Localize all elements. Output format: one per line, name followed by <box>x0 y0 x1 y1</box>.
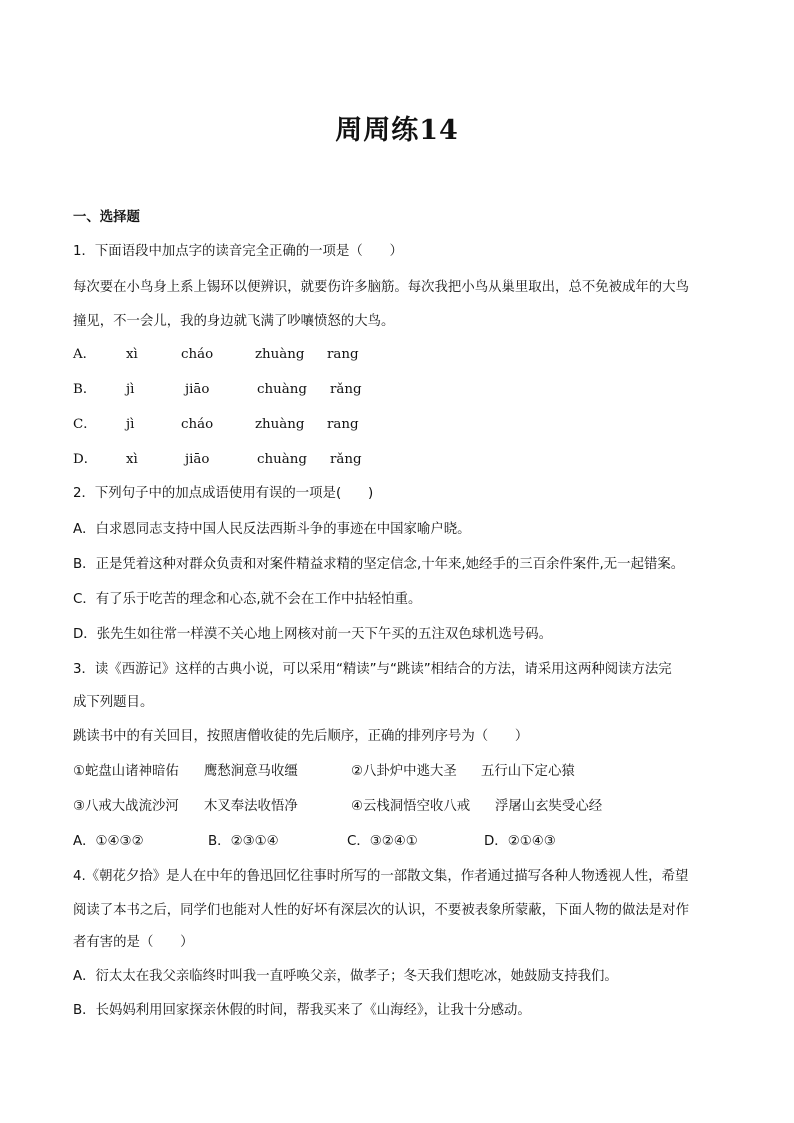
question-1-option-a <box>73 345 359 365</box>
option-pinyin: jì <box>126 382 135 397</box>
option-pinyin: cháo <box>181 417 214 432</box>
chapter-title: 鹰愁涧意马收缰 <box>204 764 298 779</box>
question-1-passage-line-2: 撞见，不一会儿，我的身边就飞满了吵嚷愤怒的大鸟。 <box>73 314 395 329</box>
question-4-stem-line-2: 阅读了本书之后，同学们也能对人性的好坏有深层次的认识，不要被表象所蒙蔽，下面人物的做法是对作 <box>73 903 689 918</box>
question-2-option-b: B．正是凭着这种对群众负责和对案件精益求精的坚定信念,十年来,她经手的三百余件案件,无一起错案。 <box>73 557 685 572</box>
page-title: 周周练14 <box>335 115 459 146</box>
question-1-option-d <box>73 450 362 470</box>
option-pinyin: jiāo <box>185 452 210 467</box>
question-3-chapter-row-2 <box>73 797 602 817</box>
option-label: B． <box>73 382 97 397</box>
option-pinyin: cháo <box>181 347 214 362</box>
question-2-stem: 2．下列句子中的加点成语使用有误的一项是( ) <box>73 486 374 501</box>
option-a: A．①④③② <box>73 834 144 849</box>
question-3-stem-line-2: 成下列题目。 <box>73 695 154 710</box>
question-2-option-a: A．白求恩同志支持中国人民反法西斯斗争的事迹在中国家喻户晓。 <box>73 522 471 537</box>
question-3-stem-line-1: 3．读《西游记》这样的古典小说，可以采用“精读”与“跳读”相结合的方法，请采用这两种阅读方法完 <box>73 662 672 677</box>
question-3-chapter-row-1 <box>73 762 575 782</box>
question-1-stem: 1．下面语段中加点字的读音完全正确的一项是（ ） <box>73 244 403 259</box>
option-pinyin: rang <box>327 347 359 362</box>
option-label: C． <box>73 417 97 432</box>
option-pinyin: rǎng <box>330 452 362 467</box>
question-4-stem-line-3: 者有害的是（ ） <box>73 935 194 950</box>
chapter-title: ①蛇盘山诸神暗佑 <box>73 764 179 779</box>
option-pinyin: jiāo <box>185 382 210 397</box>
question-1-passage-line-1: 每次要在小鸟身上系上锡环以便辨识，就要伤许多脑筋。每次我把小鸟从巢里取出，总不免被成年的大鸟 <box>73 280 689 295</box>
option-b: B．②③①④ <box>208 834 279 849</box>
option-pinyin: chuàng <box>257 452 307 467</box>
option-c: C．③②④① <box>347 834 418 849</box>
option-d: D．②①④③ <box>484 834 556 849</box>
question-3-sub-question: 跳读书中的有关回目，按照唐僧收徒的先后顺序，正确的排列序号为（ ） <box>73 729 529 744</box>
question-3-options <box>73 832 556 852</box>
option-pinyin: jì <box>126 417 135 432</box>
option-pinyin: chuàng <box>257 382 307 397</box>
option-label: A． <box>73 347 97 362</box>
question-2-option-d: D．张先生如往常一样漠不关心地上网核对前一天下午买的五注双色球机选号码。 <box>73 627 552 642</box>
chapter-title: 木叉奉法收悟净 <box>204 799 298 814</box>
chapter-title: 浮屠山玄奘受心经 <box>495 799 603 814</box>
option-label: D． <box>73 452 98 467</box>
option-pinyin: rǎng <box>330 382 362 397</box>
chapter-title: ②八卦炉中逃大圣 <box>351 764 457 779</box>
question-4-option-a: A．衍太太在我父亲临终时叫我一直呼唤父亲，做孝子；冬天我们想吃冰，她鼓励支持我们。 <box>73 969 618 984</box>
chapter-title: ④云栈洞悟空收八戒 <box>351 799 471 814</box>
option-pinyin: xì <box>126 452 138 467</box>
question-1-option-b <box>73 380 362 400</box>
option-pinyin: zhuàng <box>255 417 305 432</box>
option-pinyin: xì <box>126 347 138 362</box>
chapter-title: 五行山下定心猿 <box>481 764 575 779</box>
question-4-option-b: B．长妈妈利用回家探亲休假的时间，帮我买来了《山海经》，让我十分感动。 <box>73 1003 531 1018</box>
question-2-option-c: C．有了乐于吃苦的理念和心态,就不会在工作中拈轻怕重。 <box>73 592 422 607</box>
question-4-stem-line-1: 4.《朝花夕拾》是人在中年的鲁迅回忆往事时所写的一部散文集，作者通过描写各种人物透视人性，希望 <box>73 869 689 884</box>
option-pinyin: zhuàng <box>255 347 305 362</box>
section-heading: 一、选择题 <box>73 210 140 225</box>
option-pinyin: rang <box>327 417 359 432</box>
chapter-title: ③八戒大战流沙河 <box>73 799 179 814</box>
question-1-option-c <box>73 415 359 435</box>
